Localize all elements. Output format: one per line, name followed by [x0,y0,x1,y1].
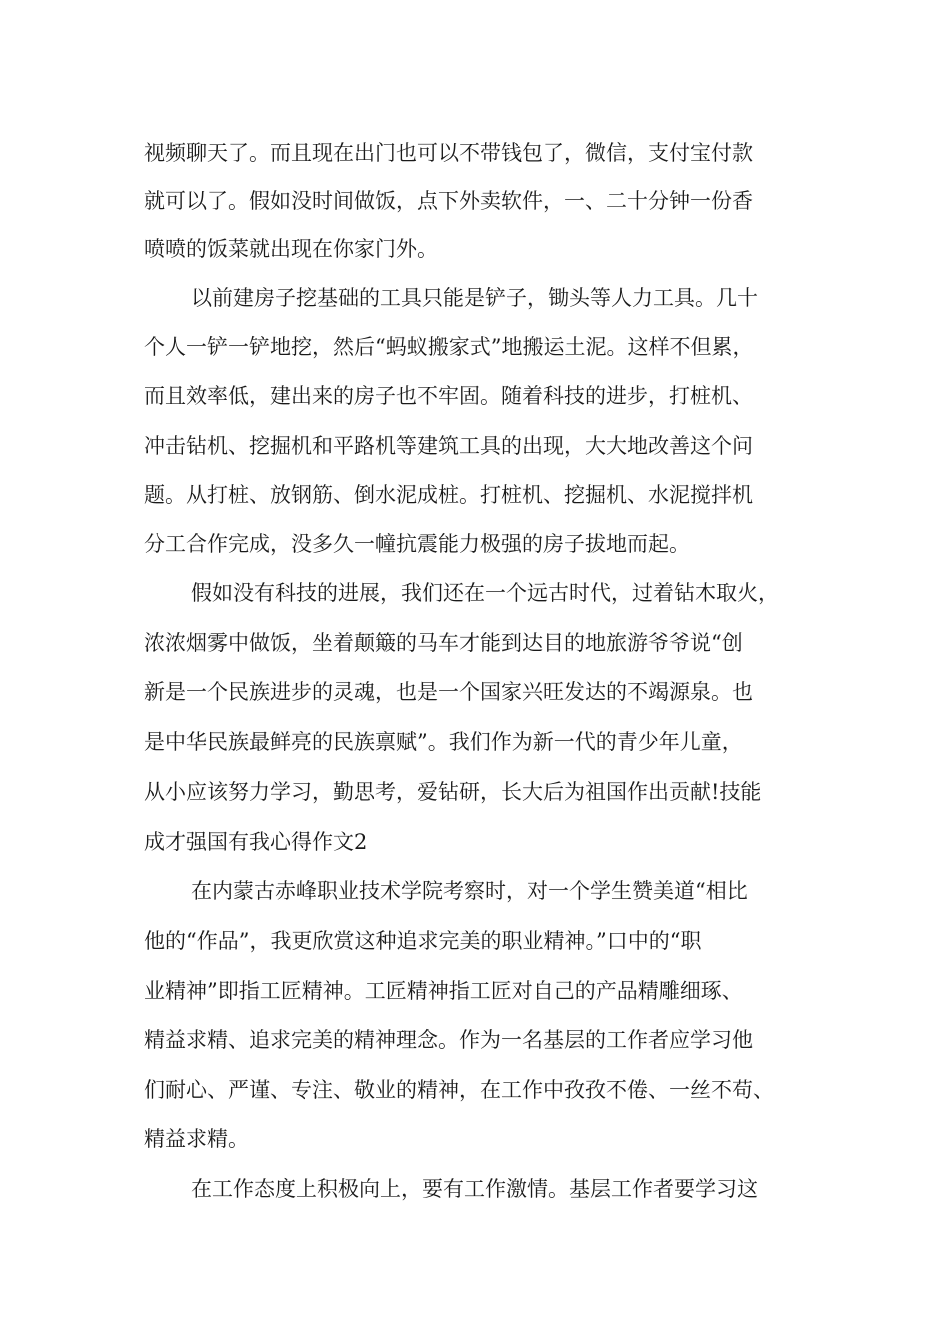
text-line: 新是一个民族进步的灵魂，也是一个国家兴旺发达的不竭源泉。也 [144,680,753,704]
text-line: 精益求精。 [144,1127,249,1151]
text-line: 精益求精、追求完美的精神理念。作为一名基层的工作者应学习他 [144,1028,753,1052]
text-line: 以前建房子挖基础的工具只能是铲子，锄头等人力工具。几十 [191,286,758,310]
text-line: 们耐心、严谨、专注、敬业的精神，在工作中孜孜不倦、一丝不苟、 [144,1078,774,1102]
text-line: 在内蒙古赤峰职业技术学院考察时，对一个学生赞美道“相比 [191,879,748,903]
text-line: 成才强国有我心得作文2 [144,830,368,854]
text-line: 冲击钻机、挖掘机和平路机等建筑工具的出现，大大地改善这个问 [144,434,753,458]
text-line: 个人一铲一铲地挖，然后“蚂蚁搬家式”地搬运土泥。这样不但累， [144,335,754,359]
text-line: 就可以了。假如没时间做饭，点下外卖软件，一、二十分钟一份香 [144,189,753,213]
text-line: 从小应该努力学习，勤思考，爱钻研，长大后为祖国作出贡献!技能 [144,780,762,804]
text-line: 喷喷的饭菜就出现在你家门外。 [144,237,438,261]
text-line: 在工作态度上积极向上，要有工作激情。基层工作者要学习这 [191,1177,758,1201]
text-line: 他的“作品”，我更欣赏这种追求完美的职业精神。”口中的“职 [144,929,702,953]
text-line: 分工合作完成，没多久一幢抗震能力极强的房子拔地而起。 [144,532,690,556]
text-line: 题。从打桩、放钢筋、倒水泥成桩。打桩机、挖掘机、水泥搅拌机 [144,483,753,507]
text-line: 浓浓烟雾中做饭，坐着颠簸的马车才能到达目的地旅游爷爷说“创 [144,631,743,655]
text-line: 而且效率低，建出来的房子也不牢固。随着科技的进步，打桩机、 [144,384,753,408]
text-line: 业精神”即指工匠精神。工匠精神指工匠对自己的产品精雕细琢、 [144,979,743,1003]
text-line: 假如没有科技的进展，我们还在一个远古时代，过着钻木取火， [191,581,779,605]
text-line: 视频聊天了。而且现在出门也可以不带钱包了，微信，支付宝付款 [144,141,753,165]
text-line: 是中华民族最鲜亮的民族禀赋”。我们作为新一代的青少年儿童， [144,730,743,754]
